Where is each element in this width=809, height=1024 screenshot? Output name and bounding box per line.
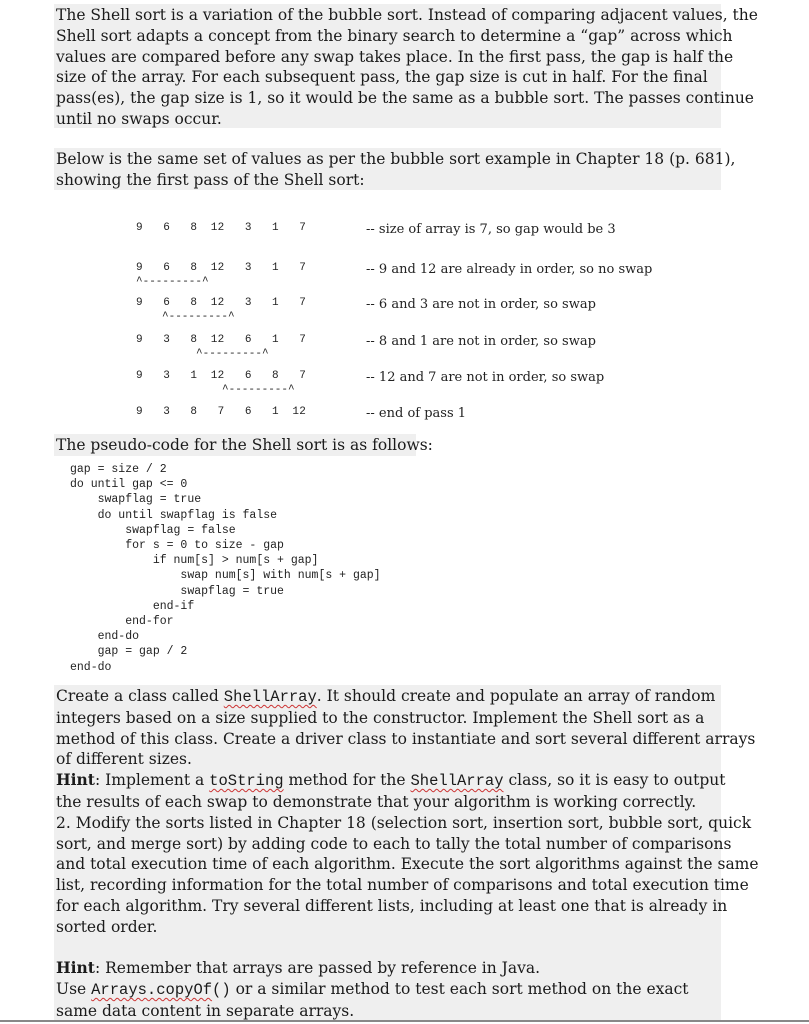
use-line: Use Arrays.copyOf() or a similar method to test each sort method on the exact [56, 980, 689, 1000]
arrays-copyof-code: Arrays.copyOf [91, 981, 213, 1000]
gap-marker: ^---------^ [136, 276, 209, 288]
hint-line: the results of each swap to demonstrate that your algorithm is working correctly. [56, 792, 697, 811]
example-note: -- 12 and 7 are not in order, so swap [366, 370, 605, 385]
example-values: 9 6 8 12 3 1 7 [136, 297, 307, 309]
pseudo-code-heading: The pseudo-code for the Shell sort is as follows: [56, 436, 433, 454]
hint-label: Hint [56, 958, 95, 978]
intro-line: size of the array. For each subsequent pass, the gap size is cut in half. For the final [56, 68, 708, 87]
intro-paragraph [56, 5, 758, 130]
task-section [56, 686, 759, 1022]
hint-line: Hint: Implement a toString method for the ShellArray class, so it is easy to output [56, 770, 726, 791]
task-line: Create a class called ShellArray. It should create and populate an array of random [56, 687, 716, 706]
example-row [56, 406, 756, 420]
example-row [56, 262, 756, 276]
intro-line: Shell sort adapts a concept from the binary search to determine a “gap” across which [56, 26, 733, 45]
example-note: -- size of array is 7, so gap would be 3 [366, 222, 616, 237]
last-line: same data content in separate arrays. [56, 1001, 355, 1020]
question-line: sorted order. [56, 917, 158, 936]
example-note: -- 6 and 3 are not in order, so swap [366, 297, 596, 312]
hint2-line: Hint: Remember that arrays are passed by reference in Java. [56, 958, 541, 978]
bottom-divider [0, 1020, 809, 1022]
question-line: and total execution time of each algorithm. Execute the sort algorithms against the same [56, 855, 759, 874]
gap-marker: ^---------^ [196, 348, 269, 360]
below-line: Below is the same set of values as per the bubble sort example in Chapter 18 (p. 681), [56, 150, 736, 168]
example-note: -- end of pass 1 [366, 406, 467, 421]
hint-label: Hint [56, 770, 95, 790]
gap-marker: ^---------^ [222, 384, 295, 396]
example-values: 9 6 8 12 3 1 7 [136, 222, 307, 234]
task-line: of different sizes. [56, 750, 192, 769]
example-row [56, 222, 756, 236]
intro-line: until no swaps occur. [56, 109, 222, 128]
intro-line: values are compared before any swap takes place. In the first pass, the gap is half the [56, 47, 734, 66]
task-line: method of this class. Create a driver class to instantiate and sort several different arrays [56, 729, 756, 748]
shellarray-code: ShellArray [410, 772, 504, 791]
shellarray-code: ShellArray [223, 688, 317, 706]
intro-line: pass(es), the gap size is 1, so it would be the same as a bubble sort. The passes continue [56, 89, 754, 108]
below-line: showing the first pass of the Shell sort: [56, 170, 365, 189]
question-line: 2. Modify the sorts listed in Chapter 18 (selection sort, insertion sort, bubble sort, quick [56, 813, 752, 832]
example-row [56, 297, 756, 311]
example-values: 9 3 8 7 6 1 12 [136, 406, 307, 418]
gap-marker: ^---------^ [162, 311, 235, 323]
example-values: 9 6 8 12 3 1 7 [136, 262, 307, 274]
example-row [56, 334, 756, 348]
intro-line: The Shell sort is a variation of the bubble sort. Instead of comparing adjacent values, the [56, 6, 758, 24]
question-line: list, recording information for the total number of comparisons and total execution time [56, 876, 749, 895]
example-values: 9 3 1 12 6 8 7 [136, 370, 307, 382]
pseudo-code-block: gap = size / 2 do until gap <= 0 swapflag = true do until swapflag is false swapflag = false for s = 0 to size - gap if num[s] > num[s + gap] swap num[s] with num[s + gap] swapflag = true end-if end-for end-do gap = gap / 2 end-do [70, 463, 381, 674]
example-note: -- 8 and 1 are not in order, so swap [366, 334, 596, 349]
example-note: -- 9 and 12 are already in order, so no swap [366, 262, 653, 277]
tostring-code: toString [209, 772, 284, 791]
question-line: sort, and merge sort) by adding code to each to tally the total number of comparisons [56, 834, 732, 853]
below-paragraph [56, 149, 735, 191]
example-row [56, 370, 756, 384]
task-line: integers based on a size supplied to the constructor. Implement the Shell sort as a [56, 708, 705, 727]
question-line: for each algorithm. Try several different lists, including at least one that is already in [56, 896, 728, 915]
example-values: 9 3 8 12 6 1 7 [136, 334, 307, 346]
